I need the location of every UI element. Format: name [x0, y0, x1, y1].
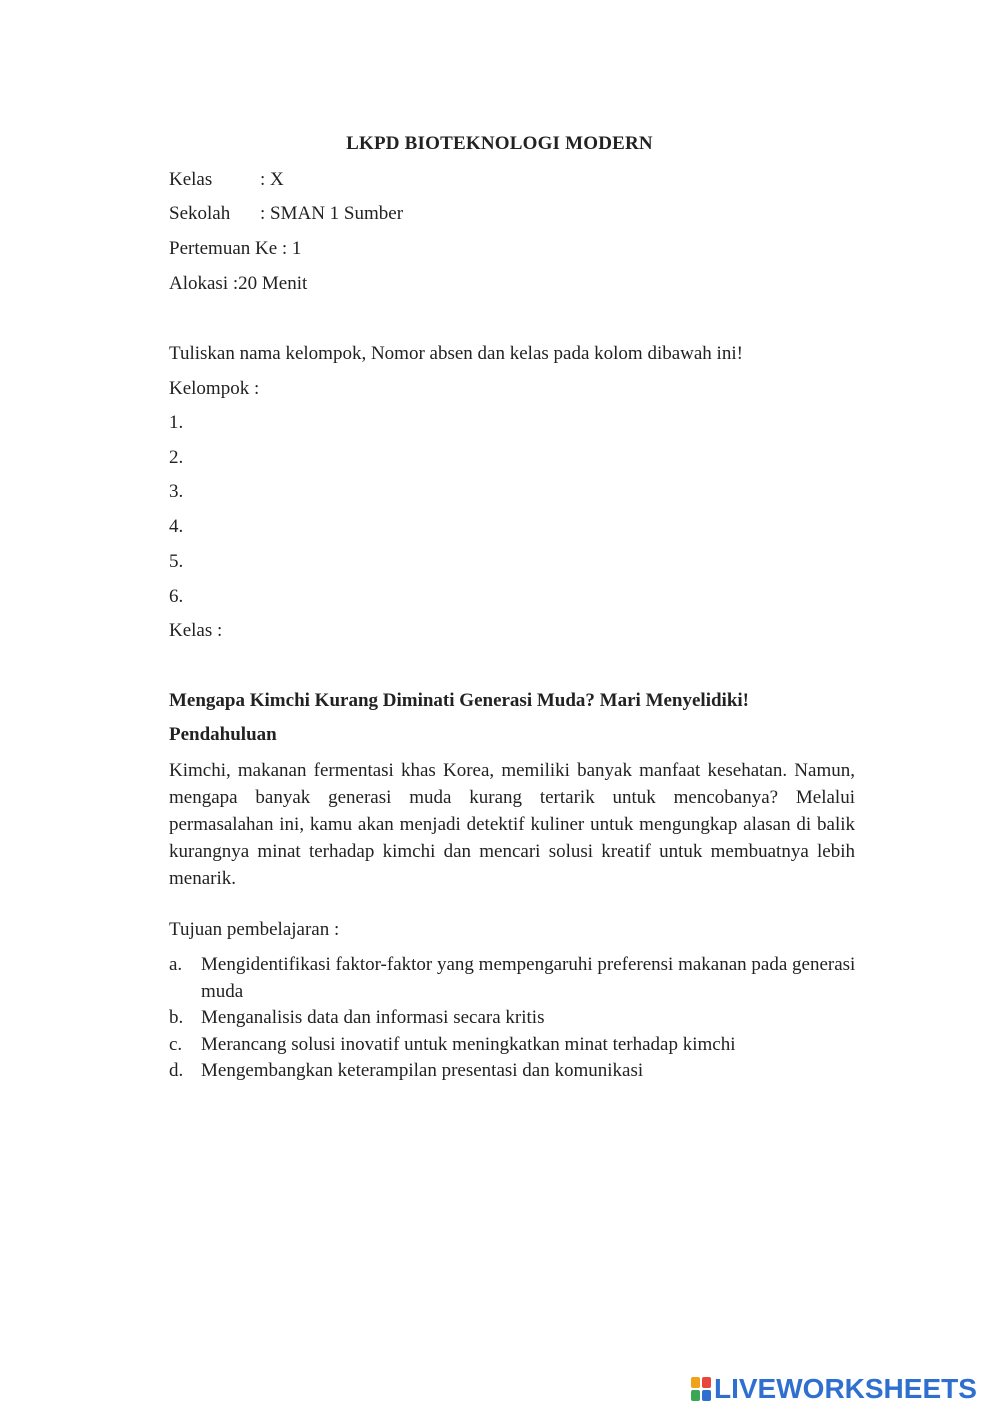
group-member-number: 5. [169, 551, 184, 572]
liveworksheets-logo-icon [691, 1377, 711, 1401]
objective-marker: c. [169, 1033, 183, 1055]
objective-item [169, 952, 859, 1005]
group-member-number: 4. [169, 516, 184, 537]
group-member-number: 2. [169, 447, 184, 468]
group-member-number: 1. [169, 412, 184, 433]
objectives-label: Tujuan pembelajaran : [169, 919, 340, 940]
group-instruction: Tuliskan nama kelompok, Nomor absen dan kelas pada kolom dibawah ini! [169, 343, 743, 364]
group-member-number: 6. [169, 586, 184, 607]
meta-label-class: Kelas [169, 169, 213, 190]
logo-text: LIVEWORKSHEETS [714, 1373, 977, 1404]
meta-value-class: : X [260, 169, 284, 190]
meta-value-school: : SMAN 1 Sumber [260, 203, 404, 224]
meeting-number: Pertemuan Ke : 1 [169, 238, 302, 259]
objective-item [169, 1032, 859, 1059]
objective-text: Merancang solusi inovatif untuk meningkatkan minat terhadap kimchi [201, 1033, 736, 1055]
logo-block [702, 1390, 711, 1401]
objective-item [169, 1058, 859, 1085]
group-label: Kelompok : [169, 378, 260, 399]
logo-block [702, 1377, 711, 1388]
objectives-list [169, 952, 859, 1085]
logo-block [691, 1390, 700, 1401]
objective-text: Mengembangkan keterampilan presentasi dan komunikasi [201, 1060, 644, 1081]
group-member-number: 3. [169, 481, 184, 502]
objective-text: Menganalisis data dan informasi secara kritis [201, 1007, 545, 1028]
objective-marker: b. [169, 1007, 184, 1028]
time-allocation: Alokasi :20 Menit [169, 273, 308, 294]
meta-label-school: Sekolah [169, 203, 231, 224]
objective-item [169, 1005, 859, 1032]
meta-row-school [169, 202, 403, 226]
class-label: Kelas : [169, 620, 223, 641]
document-title: LKPD BIOTEKNOLOGI MODERN [346, 133, 653, 154]
objective-marker: d. [169, 1060, 184, 1081]
objective-marker: a. [169, 954, 183, 975]
meta-row-class [169, 168, 284, 192]
liveworksheets-logo [691, 1374, 977, 1404]
objective-text: Mengidentifikasi faktor-faktor yang mempengaruhi preferensi makanan pada generasi muda [201, 954, 856, 1002]
intro-paragraph: Kimchi, makanan fermentasi khas Korea, memiliki banyak manfaat kesehatan. Namun, mengapa banyak generasi muda kurang tertarik untuk mencobanya? Melalui permasalahan ini, kamu akan menjadi detektif kuliner untuk mengungkap alasan di balik kurangnya minat terhadap kimchi dan mencari solusi kreatif untuk membuatnya lebih menarik. [169, 760, 855, 889]
logo-block [691, 1377, 700, 1388]
intro-heading: Pendahuluan [169, 724, 277, 745]
section-heading: Mengapa Kimchi Kurang Diminati Generasi Muda? Mari Menyelidiki! [169, 690, 750, 711]
